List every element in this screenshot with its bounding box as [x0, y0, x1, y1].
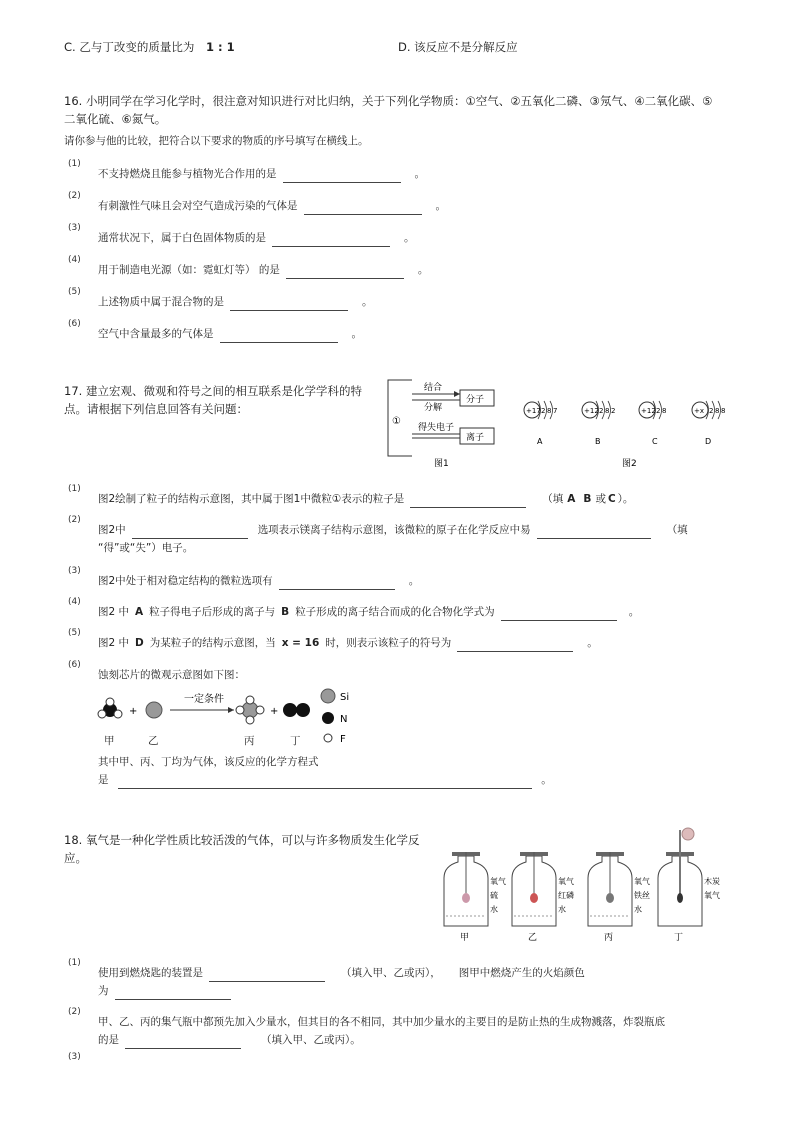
atom-label-b: B — [595, 437, 601, 446]
q17-item-text: （填 — [666, 524, 688, 536]
q17-item-6 — [98, 666, 245, 684]
oxygen-experiment-figure — [436, 826, 736, 944]
q18-item-text: 为 — [98, 985, 109, 997]
molecule-yi — [146, 702, 162, 718]
q18-item-number: (3) — [68, 1052, 81, 1062]
q17-item-2-line2 — [98, 539, 193, 557]
answer-blank-16-1[interactable] — [283, 170, 401, 183]
legend-si: Si — [340, 692, 350, 703]
bottle-note: 氧气 — [704, 891, 720, 900]
fig1-molecule-text: 分子 — [466, 395, 485, 405]
q17-item-text: 选项表示镁离子结构示意图，该微粒的原子在化学反应中易 — [257, 524, 531, 536]
q16-instruction: 请你参与他的比较，把符合以下要求的物质的序号填写在横线上。 — [64, 135, 369, 147]
q16-item-3 — [98, 229, 415, 247]
q16-item-number: (1) — [68, 159, 81, 169]
q17-item-3 — [98, 572, 419, 590]
q17-item-text: （填 — [542, 493, 564, 505]
bottle-note: 水 — [558, 905, 566, 914]
bottle-note: 氧气 — [558, 877, 574, 886]
fig1-circle-label: ① — [392, 416, 401, 427]
legend-f: F — [340, 734, 346, 744]
shell-electrons: 2 — [656, 407, 661, 415]
q16-item-number: (4) — [68, 255, 81, 265]
period: 。 — [414, 168, 425, 180]
q16-item-number: (2) — [68, 191, 81, 201]
q18-item-text: 图甲中燃烧产生的火焰颜色 — [458, 967, 585, 979]
label-yi: 乙 — [148, 735, 159, 747]
gas-bottle-2 — [512, 852, 574, 943]
fig1-decompose-label: 分解 — [424, 403, 443, 413]
legend-f-icon — [324, 734, 332, 742]
q16-item-text: 空气中含量最多的气体是 — [98, 328, 214, 340]
option-d: D. 该反应不是分解反应 — [398, 40, 518, 54]
q17-item-2 — [98, 521, 688, 539]
answer-blank-16-2[interactable] — [304, 202, 422, 215]
period: 。 — [408, 575, 420, 587]
figure-1 — [382, 376, 502, 468]
atom-diagram-d — [692, 401, 725, 446]
q18-item-text: 使用到燃烧匙的装置是 — [98, 967, 203, 979]
q17-stem — [64, 380, 394, 420]
bottle-label: 甲 — [460, 933, 470, 943]
answer-blank-16-3[interactable] — [272, 234, 390, 247]
period: 。 — [541, 774, 552, 786]
answer-blank-18-1a[interactable] — [209, 969, 325, 982]
q18-item-2 — [98, 1013, 665, 1031]
answer-blank-17-6[interactable] — [118, 776, 532, 789]
fig1-caption: 图1 — [434, 459, 449, 468]
shell-electrons: 2 — [599, 407, 604, 415]
period: 。 — [404, 232, 415, 244]
q17-item-text: 图2中 — [98, 524, 126, 536]
q18-item-text: 的是 — [98, 1034, 119, 1046]
q16-stem-line2: 二氧化硫、⑥氮气。 — [64, 112, 167, 126]
gas-bottle-4 — [658, 828, 720, 943]
period: 。 — [362, 296, 373, 308]
q16-item-text: 通常状况下，属于白色固体物质的是 — [98, 232, 266, 244]
q16-item-6 — [98, 325, 362, 343]
period: 。 — [351, 328, 362, 340]
answer-blank-17-1[interactable] — [410, 495, 526, 508]
q16-item-4 — [98, 261, 428, 279]
nucleus-charge: +x — [694, 407, 705, 415]
option-c — [64, 36, 235, 58]
atom-label-d: D — [705, 437, 712, 446]
q17-item-number: (2) — [68, 515, 81, 525]
shell-electrons: 7 — [553, 407, 558, 415]
answer-blank-17-4[interactable] — [501, 608, 617, 621]
q16-item-1 — [98, 165, 425, 183]
bottle-note: 水 — [490, 905, 498, 914]
q17-item-text: 图2绘制了粒子的结构示意图，其中属于图1中微粒①表示的粒子是 — [98, 493, 405, 505]
option-b: B — [583, 493, 592, 505]
q18-item-text: （填入甲、乙或丙）。 — [261, 1034, 361, 1046]
answer-blank-17-3[interactable] — [279, 577, 395, 590]
q17-item-number: (4) — [68, 597, 81, 607]
bottle-note: 红磷 — [558, 891, 574, 900]
legend-n: N — [340, 714, 348, 725]
answer-blank-17-2b[interactable] — [537, 526, 651, 539]
answer-blank-16-4[interactable] — [286, 266, 404, 279]
bottle-label: 丙 — [604, 933, 614, 943]
variable-x: x = 16 — [281, 637, 320, 649]
period: 。 — [435, 200, 446, 212]
answer-blank-18-2[interactable] — [125, 1036, 241, 1049]
q17-item-text: 图2 中 — [98, 606, 130, 618]
q16-item-text: 不支持燃烧且能参与植物光合作用的是 — [98, 168, 277, 180]
q16-stem — [64, 90, 734, 130]
answer-blank-18-1b[interactable] — [115, 987, 231, 1000]
atom-diagram-b — [582, 401, 615, 446]
fig1-ion-text: 离子 — [466, 433, 485, 443]
q17-item-number: (5) — [68, 628, 81, 638]
nucleus-charge: +12 — [584, 407, 599, 415]
figure-2 — [510, 390, 734, 468]
answer-blank-17-2a[interactable] — [132, 526, 248, 539]
q17-stem-line2: 点。请根据下列信息回答有关问题： — [64, 402, 248, 416]
shell-electrons: 8 — [547, 407, 552, 415]
q17-item-number: (6) — [68, 660, 81, 670]
q17-item-text: “得”或“失”）电子。 — [98, 542, 194, 554]
legend-si-icon — [321, 689, 335, 703]
option-c-ratio: 1 : 1 — [206, 40, 235, 54]
label-jia: 甲 — [104, 735, 115, 747]
shell-electrons: 2 — [611, 407, 616, 415]
legend-n-icon — [322, 712, 334, 724]
fig2-caption: 图2 — [622, 459, 637, 468]
q17-item-text: 图2中处于相对稳定结构的微粒选项有 — [98, 575, 273, 587]
reaction-line2-text: 是 — [98, 774, 109, 786]
period: 。 — [628, 606, 640, 618]
atom-label-c: C — [652, 437, 658, 446]
gas-bottle-1 — [444, 852, 506, 943]
molecule-jia — [98, 698, 122, 718]
q16-item-text: 上述物质中属于混合物的是 — [98, 296, 224, 308]
q17-item-text: 或 — [595, 493, 606, 505]
bottle-note: 铁丝 — [634, 891, 650, 900]
option-a: A — [135, 606, 144, 618]
molecule-bing — [236, 696, 264, 724]
atom-label-a: A — [537, 437, 543, 446]
q17-item-text: 时，则表示该粒子的符号为 — [325, 637, 452, 649]
q16-item-text: 有刺激性气味且会对空气造成污染的气体是 — [98, 200, 298, 212]
nucleus-charge: +17 — [526, 407, 541, 415]
answer-blank-16-6[interactable] — [220, 330, 338, 343]
q18-item-text: 甲、乙、丙的集气瓶中都预先加入少量水，但其目的各不相同，其中加少量水的主要目的是防止热的生成物溅落，炸裂瓶底 — [98, 1016, 665, 1028]
period: 。 — [587, 637, 598, 649]
option-c: C — [607, 493, 616, 505]
answer-blank-16-5[interactable] — [230, 298, 348, 311]
q17-item-text: 图2 中 — [98, 637, 130, 649]
bottle-note: 氧气 — [490, 877, 506, 886]
shell-electrons: 2 — [541, 407, 546, 415]
q18-stem-line1: 18. 氧气是一种化学性质比较活泼的气体，可以与许多物质发生化学反 — [64, 833, 420, 847]
q18-item-1-line2 — [98, 982, 237, 1000]
bottle-label: 丁 — [674, 933, 684, 943]
gas-bottle-3 — [588, 852, 650, 943]
reaction-diagram — [92, 684, 372, 744]
q18-item-number: (2) — [68, 1007, 81, 1017]
bottle-note: 硫 — [490, 891, 498, 900]
molecule-ding — [283, 703, 310, 717]
q18-item-2-line2 — [98, 1031, 361, 1049]
atom-diagram-c — [639, 401, 666, 446]
q18-item-1 — [98, 964, 585, 982]
q16-item-5 — [98, 293, 373, 311]
label-bing: 丙 — [244, 735, 255, 747]
q17-item-4 — [98, 603, 639, 621]
q17-item-5 — [98, 634, 598, 652]
plus-2: + — [270, 706, 279, 717]
q17-item-number: (1) — [68, 484, 81, 494]
plus-1: + — [129, 706, 138, 717]
reaction-condition: 一定条件 — [184, 694, 224, 705]
reaction-line2 — [98, 771, 552, 789]
shell-electrons: 2 — [709, 407, 714, 415]
shell-electrons: 8 — [721, 407, 726, 415]
bottle-note: 水 — [634, 905, 642, 914]
q16-stem-line1: 16. 小明同学在学习化学时，很注意对知识进行对比归纳，关于下列化学物质：①空气、②五氧化二磷、③氖气、④二氧化碳、⑤ — [64, 94, 713, 108]
option-c-text: C. 乙与丁改变的质量比为 — [64, 40, 195, 54]
q17-item-text: 蚀刻芯片的微观示意图如下图： — [98, 669, 245, 681]
bottle-note: 氧气 — [634, 877, 650, 886]
q16-item-number: (3) — [68, 223, 81, 233]
q17-stem-line1: 17. 建立宏观、微观和符号之间的相互联系是化学学科的特 — [64, 384, 362, 398]
q18-stem — [64, 829, 464, 869]
label-ding: 丁 — [290, 735, 301, 747]
period: 。 — [417, 264, 429, 276]
fig1-combine-label: 结合 — [424, 383, 443, 393]
nucleus-charge: +12 — [641, 407, 656, 415]
q17-item-text: 为某粒子的结构示意图，当 — [149, 637, 276, 649]
option-a: A — [567, 493, 576, 505]
q18-item-text: （填入甲、乙或丙）， — [341, 967, 441, 979]
bottle-note: 木炭 — [704, 877, 720, 886]
option-b: B — [281, 606, 290, 618]
q16-item-number: (6) — [68, 319, 81, 329]
answer-blank-17-5[interactable] — [457, 639, 573, 652]
q16-item-number: (5) — [68, 287, 81, 297]
q17-item-text: 粒子形成的离子结合而成的化合物化学式为 — [295, 606, 495, 618]
shell-electrons: 8 — [605, 407, 610, 415]
q16-item-text: 用于制造电光源（如：霓虹灯等） 的是 — [98, 264, 280, 276]
shell-electrons: 8 — [715, 407, 720, 415]
q18-item-number: (1) — [68, 958, 81, 968]
bottle-label: 乙 — [528, 933, 538, 943]
q17-item-number: (3) — [68, 566, 81, 576]
q17-item-text: 粒子得电子后形成的离子与 — [149, 606, 276, 618]
q17-item-1 — [98, 490, 633, 508]
q17-item-text: ）。 — [617, 493, 634, 505]
fig1-lose-label: 得失电子 — [418, 423, 455, 433]
q18-stem-line2: 应。 — [64, 851, 87, 865]
reaction-line1: 其中甲、丙、丁均为气体，该反应的化学方程式 — [98, 756, 319, 768]
shell-electrons: 8 — [662, 407, 667, 415]
option-d: D — [135, 637, 144, 649]
atom-diagram-a — [524, 401, 557, 446]
q16-item-2 — [98, 197, 446, 215]
